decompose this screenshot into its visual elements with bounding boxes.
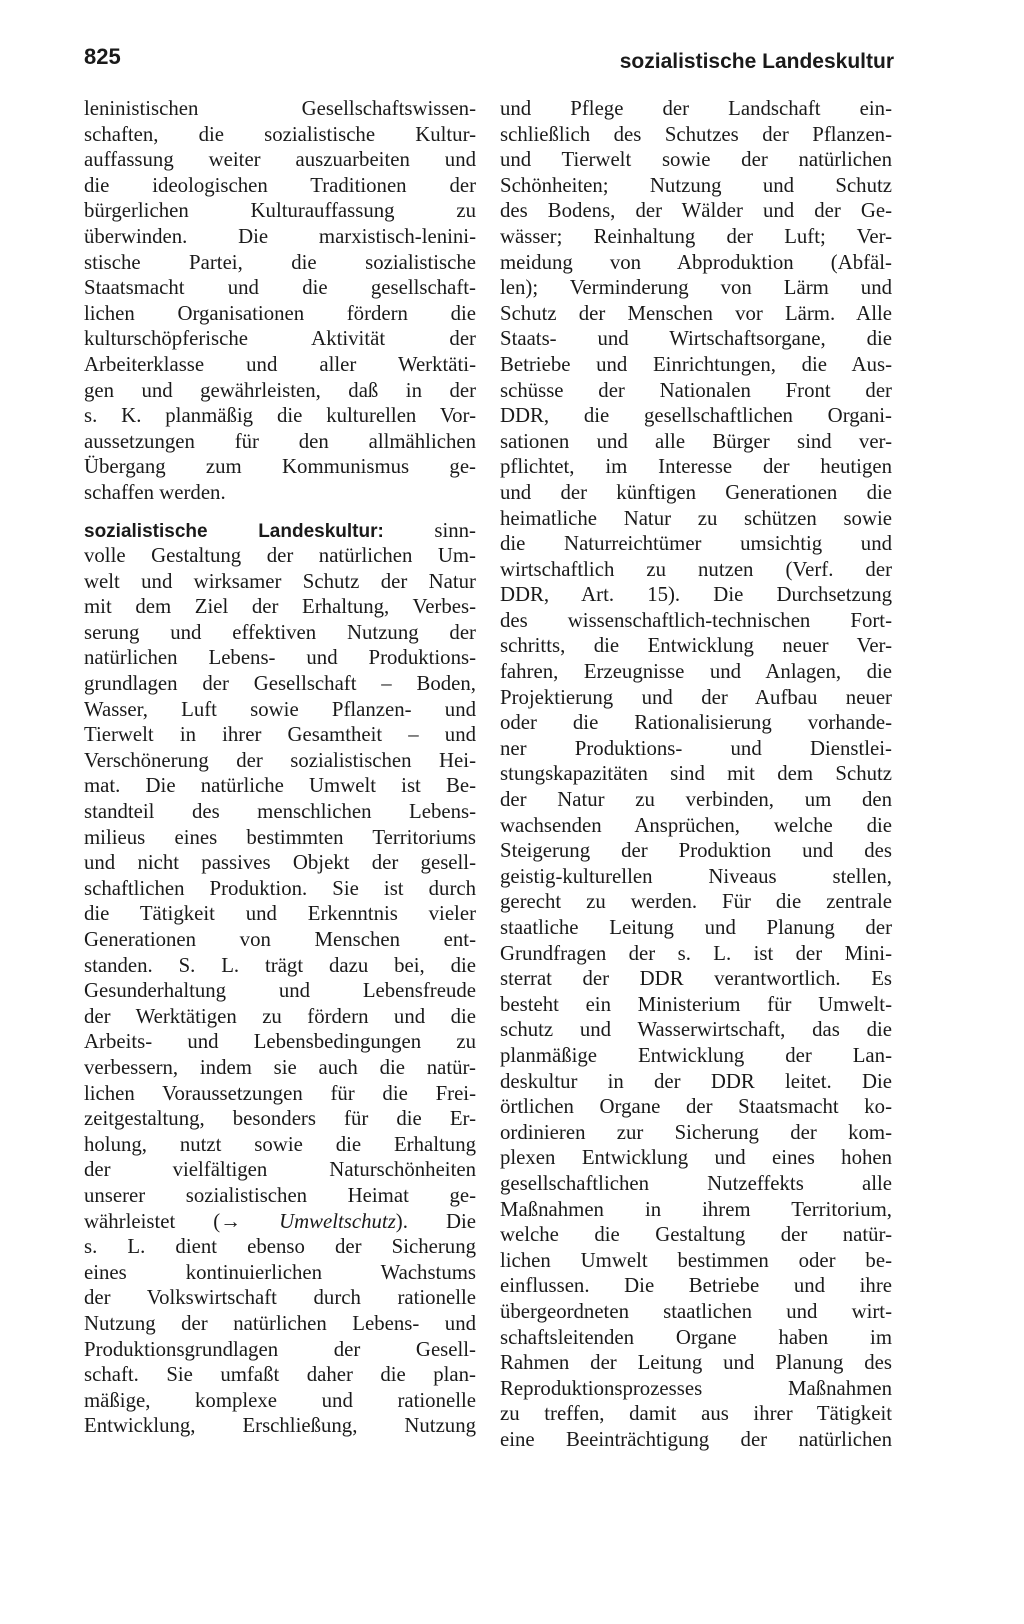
text-line: der Werktätigen zu fördern und die	[84, 1004, 476, 1028]
text-line: geistig-kulturellen Niveaus stellen,	[500, 864, 892, 888]
text-line: des Bodens, der Wälder und der Ge-	[500, 199, 892, 223]
text-line: len); Verminderung von Lärm und	[500, 276, 892, 300]
text-line: lichen Voraussetzungen für die Frei-	[84, 1081, 476, 1105]
text-line: mat. Die natürliche Umwelt ist Be-	[84, 774, 476, 798]
text-line: schutz und Wasserwirtschaft, das die	[500, 1018, 892, 1042]
text-line: standen. S. L. trägt dazu bei, die	[84, 953, 476, 977]
text-line: schaftlichen Produktion. Sie ist durch	[84, 876, 476, 900]
text-line: Maßnahmen in ihrem Territorium,	[500, 1197, 892, 1221]
text-line: standteil des menschlichen Lebens-	[84, 800, 476, 824]
text-line: ner Produktions- und Dienstlei-	[500, 736, 892, 760]
text-line: mit dem Ziel der Erhaltung, Verbes-	[84, 595, 476, 619]
text-line: zu treffen, damit aus ihrer Tätigkeit	[500, 1402, 892, 1426]
text-line: Rahmen der Leitung und Planung des	[500, 1351, 892, 1375]
paragraph-gap	[84, 506, 476, 518]
text-line: Generationen von Menschen ent-	[84, 928, 476, 951]
text-line: wässer; Reinhaltung der Luft; Ver-	[500, 224, 892, 248]
text-line: mäßige, komplexe und rationelle	[84, 1388, 476, 1412]
text-line: stungskapazitäten sind mit dem Schutz	[500, 762, 892, 786]
dictionary-entry	[84, 518, 476, 1439]
text-line: ordinieren zur Sicherung der kom-	[500, 1120, 892, 1144]
text-line: Tierwelt in ihrer Gesamtheit – und	[84, 723, 476, 747]
text-line: gesellschaftlichen Nutzeffekts alle	[500, 1171, 892, 1195]
text-line: Projektierung und der Aufbau neuer	[500, 685, 892, 709]
text-line: grundlagen der Gesellschaft – Boden,	[84, 672, 476, 696]
text-line: schüsse der Nationalen Front der	[500, 378, 892, 402]
left-column	[84, 96, 476, 1439]
cross-ref-prefix: währleistet (	[84, 1209, 221, 1233]
text-line: übergeordneten staatlichen und wirt-	[500, 1299, 892, 1323]
text-line: aussetzungen für den allmählichen	[84, 429, 476, 453]
entry-body	[84, 543, 476, 1208]
text-line: heimatliche Natur zu schützen sowie	[500, 506, 892, 530]
text-line: Arbeiterklasse und aller Werktäti-	[84, 352, 476, 376]
text-line: und der künftigen Generationen die	[500, 480, 892, 504]
text-line: volle Gestaltung der natürlichen Um-	[84, 544, 476, 568]
entry-first-line-text: sinn-	[434, 518, 476, 542]
text-line: Nutzung der natürlichen Lebens- und	[84, 1311, 476, 1335]
cross-reference-link[interactable]: Umweltschutz	[279, 1209, 396, 1233]
text-line: DDR, Art. 15). Die Durchsetzung	[500, 583, 892, 607]
text-line: deskultur in der DDR leitet. Die	[500, 1069, 892, 1093]
text-line: und Pflege der Landschaft ein-	[500, 97, 892, 120]
right-column	[500, 96, 892, 1452]
text-line: der Natur zu verbinden, um den	[500, 788, 892, 812]
text-line: welt und wirksamer Schutz der Natur	[84, 569, 476, 593]
text-line: serung und effektiven Nutzung der	[84, 620, 476, 644]
text-line: des wissenschaftlich-technischen Fort-	[500, 608, 892, 632]
arrow-icon: →	[220, 1209, 242, 1233]
text-line: überwinden. Die marxistisch-lenini-	[84, 224, 476, 248]
paragraph-continuation	[84, 96, 476, 506]
text-line: holung, nutzt sowie die Erhaltung	[84, 1132, 476, 1156]
text-line: eine Beeinträchtigung der natürlichen	[500, 1427, 892, 1451]
text-line: und Tierwelt sowie der natürlichen	[500, 148, 892, 172]
text-line: schaft. Sie umfaßt daher die plan-	[84, 1363, 476, 1387]
text-line: lichen Organisationen fördern die	[84, 301, 476, 325]
text-line: wirtschaftlich zu nutzen (Verf. der	[500, 557, 892, 581]
text-line: Grundfragen der s. L. ist der Mini-	[500, 941, 892, 965]
text-line: die Tätigkeit und Erkenntnis vieler	[84, 902, 476, 926]
text-line: wachsenden Ansprüchen, welche die	[500, 813, 892, 837]
text-line: meidung von Abproduktion (Abfäl-	[500, 250, 892, 274]
text-line: Reproduktionsprozesses Maßnahmen	[500, 1376, 892, 1400]
text-line: sationen und alle Bürger sind ver-	[500, 429, 892, 453]
text-line: Entwicklung, Erschließung, Nutzung	[84, 1414, 476, 1438]
running-head: sozialistische Landeskultur	[619, 50, 894, 73]
text-line: die Naturreichtümer umsichtig und	[500, 532, 892, 556]
text-line: milieus eines bestimmten Territoriums	[84, 825, 476, 849]
text-line: schaftsleitenden Organe haben im	[500, 1325, 892, 1349]
entry-body-continued	[84, 1234, 476, 1439]
text-line: der vielfältigen Naturschönheiten	[84, 1158, 476, 1182]
cross-ref-suffix: ). Die	[395, 1209, 476, 1233]
text-line: welche die Gestaltung der natür-	[500, 1223, 892, 1247]
text-line: Schutz der Menschen vor Lärm. Alle	[500, 301, 892, 325]
text-line: s. L. dient ebenso der Sicherung	[84, 1235, 476, 1259]
text-line: Schönheiten; Nutzung und Schutz	[500, 173, 892, 197]
text-line: Wasser, Luft sowie Pflanzen- und	[84, 697, 476, 721]
entry-first-line	[84, 518, 476, 544]
text-line: Betriebe und Einrichtungen, die Aus-	[500, 352, 892, 376]
text-line: besteht ein Ministerium für Umwelt-	[500, 992, 892, 1016]
headword: sozialistische Landeskultur:	[84, 520, 384, 542]
text-line: Steigerung der Produktion und des	[500, 839, 892, 863]
text-line: Staats- und Wirtschaftsorgane, die	[500, 327, 892, 351]
text-line: Staatsmacht und die gesellschaft-	[84, 276, 476, 300]
page-number: 825	[84, 44, 121, 69]
text-line: zeitgestaltung, besonders für die Er-	[84, 1107, 476, 1131]
text-line: schaffen werden.	[84, 480, 226, 504]
text-line: fahren, Erzeugnisse und Anlagen, die	[500, 660, 892, 684]
cross-reference-line	[84, 1209, 476, 1235]
text-line: eines kontinuierlichen Wachstums	[84, 1260, 476, 1284]
text-line: der Volkswirtschaft durch rationelle	[84, 1286, 476, 1310]
text-line: einflussen. Die Betriebe und ihre	[500, 1274, 892, 1298]
text-line: natürlichen Lebens- und Produktions-	[84, 646, 476, 670]
text-line: kulturschöpferische Aktivität der	[84, 327, 476, 351]
text-line: und nicht passives Objekt der gesell-	[84, 851, 476, 875]
text-line: schaften, die sozialistische Kultur-	[84, 122, 476, 146]
text-line: Übergang zum Kommunismus ge-	[84, 455, 476, 479]
text-line: unserer sozialistischen Heimat ge-	[84, 1183, 476, 1207]
text-line: Produktionsgrundlagen der Gesell-	[84, 1337, 476, 1361]
right-column-text	[500, 96, 892, 1452]
text-line: stische Partei, die sozialistische	[84, 250, 476, 274]
text-line: verbessern, indem sie auch die natür-	[84, 1055, 476, 1079]
text-line: DDR, die gesellschaftlichen Organi-	[500, 404, 892, 428]
text-line: leninistischen Gesellschaftswissen-	[84, 97, 476, 120]
text-line: s. K. planmäßig die kulturellen Vor-	[84, 404, 476, 428]
text-line: örtlichen Organe der Staatsmacht ko-	[500, 1095, 892, 1119]
text-line: gerecht zu werden. Für die zentrale	[500, 890, 892, 914]
text-line: auffassung weiter auszuarbeiten und	[84, 148, 476, 172]
text-line: lichen Umwelt bestimmen oder be-	[500, 1248, 892, 1272]
page-header	[84, 44, 894, 80]
text-line: bürgerlichen Kulturauffassung zu	[84, 199, 476, 223]
text-line: gen und gewährleisten, daß in der	[84, 378, 476, 402]
text-line: sterrat der DDR verantwortlich. Es	[500, 967, 892, 991]
text-line: plexen Entwicklung und eines hohen	[500, 1146, 892, 1170]
text-line: Gesunderhaltung und Lebensfreude	[84, 979, 476, 1003]
text-line: staatliche Leitung und Planung der	[500, 916, 892, 939]
text-line: schließlich des Schutzes der Pflanzen-	[500, 122, 892, 146]
text-line: pflichtet, im Interesse der heutigen	[500, 455, 892, 479]
text-line: Arbeits- und Lebensbedingungen zu	[84, 1030, 476, 1054]
text-line: schritts, die Entwicklung neuer Ver-	[500, 634, 892, 658]
text-line: oder die Rationalisierung vorhande-	[500, 711, 892, 735]
text-line: die ideologischen Traditionen der	[84, 173, 476, 197]
text-line: planmäßige Entwicklung der Lan-	[500, 1043, 892, 1067]
text-line: Verschönerung der sozialistischen Hei-	[84, 748, 476, 772]
